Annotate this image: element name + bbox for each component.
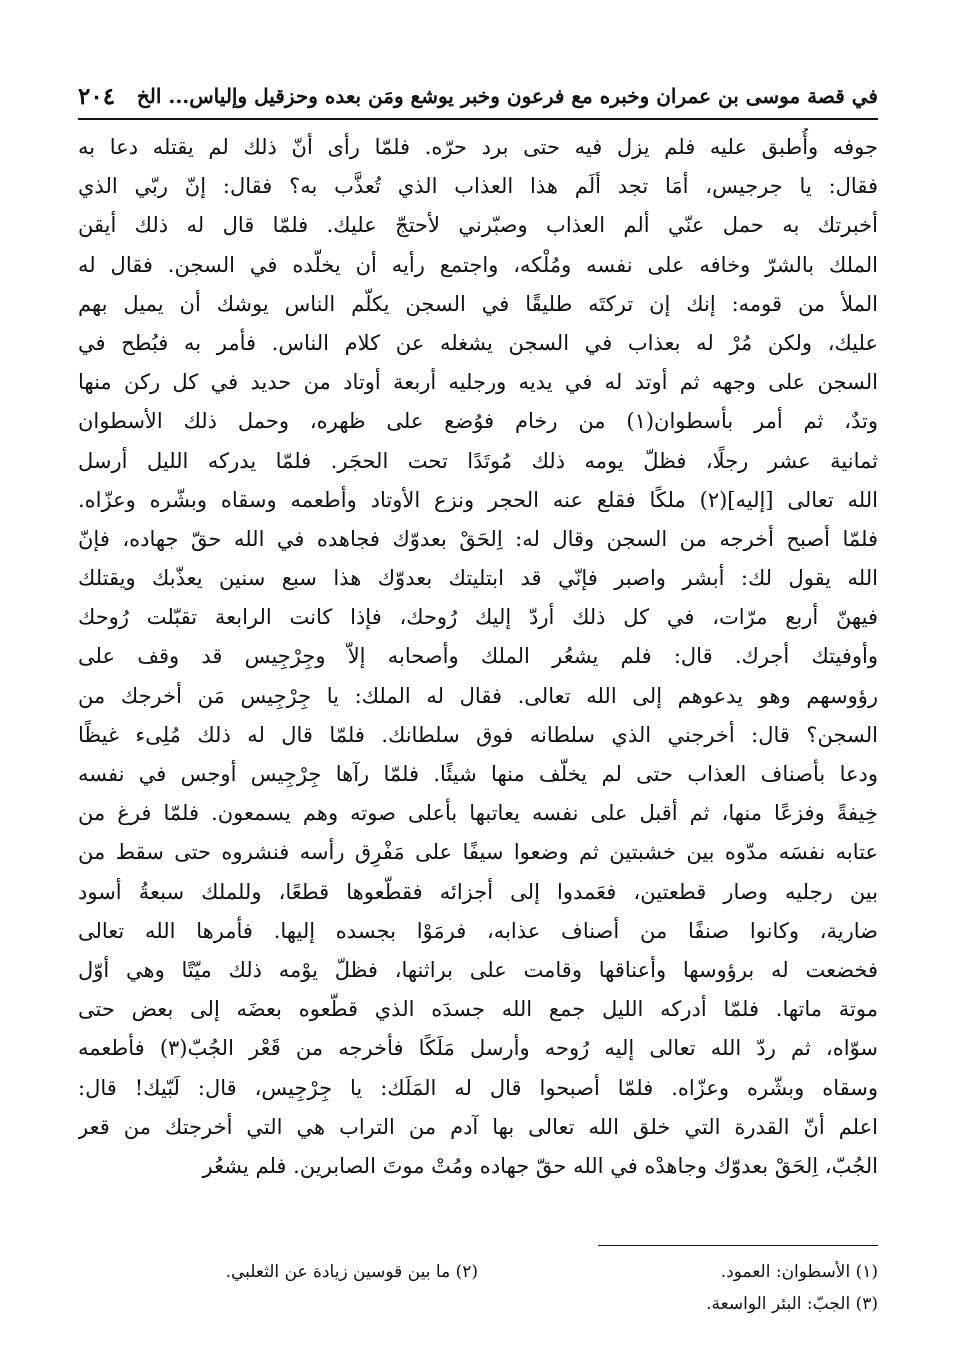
page-number: ٢٠٤ xyxy=(78,82,116,110)
text-line: رؤوسهم وهو يدعوهم إلى الله تعالى. فقال له الملك: يا جِرْجِيس مَن أخرجك من xyxy=(78,683,878,708)
footnotes xyxy=(78,1256,878,1320)
footnote-row xyxy=(78,1256,878,1288)
text-line: فقال: يا جرجيس، أمَا تجد ألَم هذا العذاب الذي تُعذَّب به؟ فقال: إنّ ربّي الذي xyxy=(78,174,878,199)
text-line: الملك بالشرّ وخافه على نفسه ومُلْكه، واجتمع رأيه أن يخلّده في السجن. فقال له xyxy=(78,252,878,277)
text-line: فلمّا أصبح أخرجه من السجن وقال له: اِلحَقْ بعدوّك فجاهده في الله حقّ جهاده، فإنّ xyxy=(78,526,878,551)
text-line: السجن على وجهه ثم أوتد له في يديه ورجليه أربعة أوتاد من حديد في كل ركن منها xyxy=(78,370,878,395)
text-line: فخضعت له برؤوسها وأعناقها وقامت على براثنها، فظلّ يوْمه ذلك ميّتًا وهي أوّل xyxy=(78,957,878,982)
body-text xyxy=(78,128,878,1228)
text-line: الملأ من قومه: إنك إن تركتَه طليقًا في السجن يكلّم الناس يوشك أن يميل بهم xyxy=(78,291,878,316)
footnote-row xyxy=(78,1288,878,1320)
text-line: عتابه نفسَه مدّوه بين خشبتين ثم وضعوا سيفًا على مَفْرِق رأسه فنشروه حتى سقط من xyxy=(78,840,878,865)
footnote-1: (١) الأسطوان: العمود. xyxy=(720,1262,878,1282)
text-line: موتة ماتها. فلمّا أدركه الليل جمع الله جسدَه الذي قطّعوه بعضَه إلى بعض حتى xyxy=(78,997,878,1022)
text-line: ثمانية عشر رجلًا، فظلّ يومه ذلك مُوتَدًا تحت الحجَر. فلمّا يدركه الليل أرسل xyxy=(78,448,878,473)
text-line: وسقاه وبشّره وعزّاه. فلمّا أصبحوا قال له المَلَك: يا جِرْجِيس، قال: لَبّيك! قال: xyxy=(78,1075,878,1100)
footnote-rule xyxy=(598,1245,878,1246)
text-line: السجن؟ قال: أخرجني الذي سلطانه فوق سلطانك. فلمّا قال له ذلك مُلِىء غيظًا xyxy=(78,722,878,747)
text-line: بين رجليه وصار قطعتين، فعَمدوا إلى أجزائه فقطّعوها قطعًا، وللملك سبعةُ أسود xyxy=(78,879,878,904)
text-line: وتدٌ، ثم أمر بأسطوان(١) من رخام فوُضع على ظهره، وحمل ذلك الأسطوان xyxy=(78,409,878,434)
text-line: عليك، ولكن مُرْ له بعذاب في السجن يشغله عن كلام الناس. فأمر به فبُطح في xyxy=(78,330,878,355)
text-line: جوفه وأُطبق عليه فلم يزل فيه حتى برد حرّه. فلمّا رأى أنّ ذلك لم يقتله دعا به xyxy=(78,135,878,159)
running-header xyxy=(78,78,878,114)
running-title: في قصة موسى بن عمران وخبره مع فرعون وخبر يوشع ومَن بعده وحزقيل وإلياس... الخ xyxy=(136,84,878,108)
text-line: ودعا بأصناف العذاب حتى لم يخلّف منها شيئًا. فلمّا رآها جِرْجِيس أوجس في نفسه xyxy=(78,762,878,786)
text-line: فيهنّ أربع مرّات، في كل ذلك أردّ إليك رُوحك، فإذا كانت الرابعة تقبّلت رُوحك xyxy=(78,605,878,630)
text-line: اعلم أنّ القدرة التي خلق الله تعالى بها آدم من التراب هي التي أخرجتك من قعر xyxy=(78,1114,878,1139)
text-line: الله يقول لك: أبشر واصبر فإنّي قد ابتليتك بعدوّك هذا سبع سنين يعذّبك ويقتلك xyxy=(78,566,878,591)
text-line: ضارية، وكانوا صنفًا من أصناف عذابه، فرمَوْا بجسده إليها. فأمرها الله تعالى xyxy=(78,918,878,943)
footnote-2: (٢) ما بين قوسين زيادة عن الثعلبي. xyxy=(225,1262,478,1282)
text-line: سوّاه، ثم ردّ الله تعالى إليه رُوحه وأرسل مَلَكًا فأخرجه من قَعْر الجُبّ(٣) فأطعمه xyxy=(78,1036,878,1061)
text-line: وأوفيتك أجرك. قال: فلم يشعُر الملك وأصحابه إلاّ وجِرْجِيس قد وقف على xyxy=(78,644,878,669)
header-rule xyxy=(78,118,878,120)
text-line: الله تعالى [إليه](٢) ملكًا فقلع عنه الحجر ونزع الأوتاد وأطعمه وسقاه وبشّره وعزّاه. xyxy=(78,487,878,512)
text-line: خِيفةً وفزعًا منها، ثم أقبل على نفسه يعاتبها بأعلى صوته وهم يسمعون. فلمّا فرغ من xyxy=(78,801,878,826)
text-line: الجُبّ، اِلحَقْ بعدوّك وجاهدْه في الله حقّ جهاده ومُتْ موتَ الصابرين. فلم يشعُر xyxy=(202,1153,878,1178)
footnote-3: (٣) الجبّ: البئر الواسعة. xyxy=(706,1294,878,1314)
text-line: أخبرتك به حمل عنّي ألم العذاب وصبّرني لأحتجّ عليك. فلمّا قال له ذلك أيقن xyxy=(78,213,878,238)
